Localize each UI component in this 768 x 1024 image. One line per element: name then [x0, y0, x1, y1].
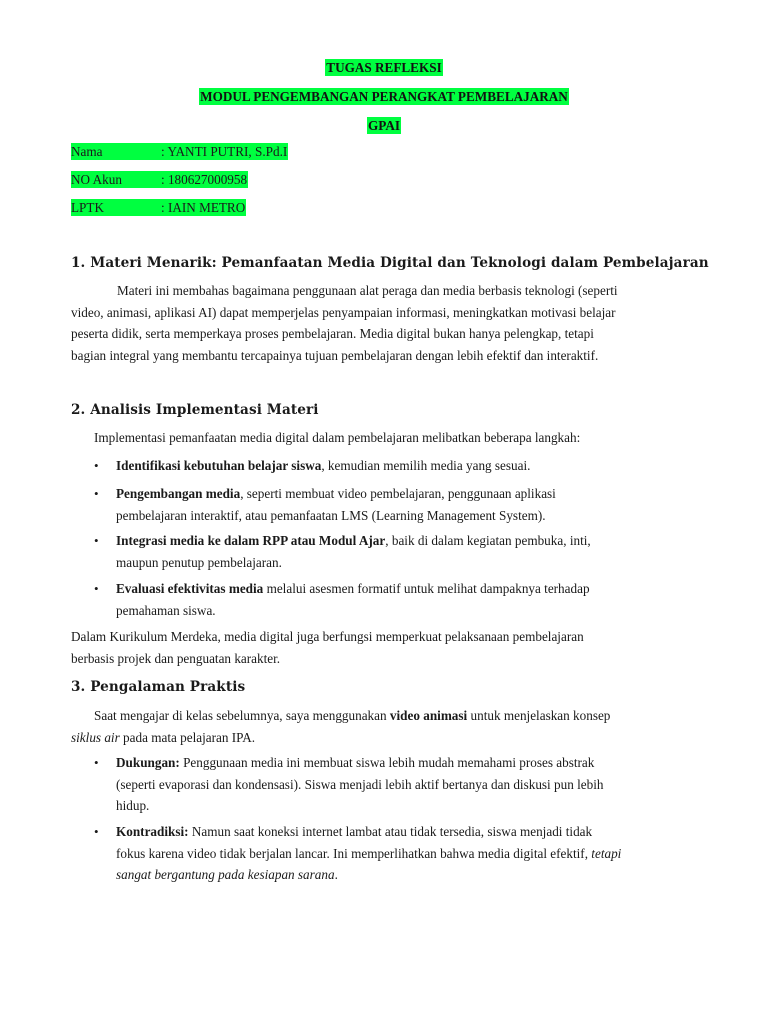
list-item [94, 483, 684, 526]
bullet-bold: Dukungan: [116, 755, 180, 770]
section-2-heading: 2. Analisis Implementasi Materi [71, 402, 319, 418]
list-item [94, 578, 684, 621]
list-item [94, 821, 684, 886]
section-3-intro [71, 705, 711, 748]
paragraph-line: video, animasi, aplikasi AI) dapat memperjelas penyampaian informasi, meningkatkan motivasi belajar [71, 304, 616, 320]
bullet-icon: • [94, 824, 99, 839]
list-item [94, 752, 684, 817]
bullet-icon: • [94, 755, 99, 770]
bullet-bold: Pengembangan media [116, 486, 241, 501]
bullet-icon: • [94, 486, 99, 501]
bullet-text: hidup. [116, 798, 150, 813]
section-1-heading: 1. Materi Menarik: Pemanfaatan Media Digital dan Teknologi dalam Pembelajaran [71, 255, 709, 271]
bullet-text: maupun penutup pembelajaran. [116, 554, 282, 570]
bullet-text: (seperti evaporasi dan kondensasi). Siswa menjadi lebih aktif bertanya dan diskusi pun lebih [116, 776, 604, 792]
intro-bold: video animasi [389, 708, 468, 723]
title-block [0, 60, 768, 147]
list-item [94, 455, 684, 477]
info-value: : YANTI PUTRI, S.Pd.I [161, 144, 288, 159]
intro-text: Saat mengajar di kelas sebelumnya, saya menggunakan [94, 708, 390, 723]
paragraph-line: peserta didik, serta memperkaya proses pembelajaran. Media digital bukan hanya pelengkap, tetapi [71, 326, 594, 341]
info-label: NO Akun [71, 171, 161, 188]
bullet-italic: sangat bergantung pada kesiapan sarana [116, 867, 335, 882]
bullet-icon: • [94, 458, 99, 473]
module-title: MODUL PENGEMBANGAN PERANGKAT PEMBELAJARAN [200, 89, 568, 104]
bullet-text: melalui asesmen formatif untuk melihat dampaknya terhadap [263, 581, 590, 596]
bullet-text: pembelajaran interaktif, atau pemanfaatan LMS (Learning Management System). [116, 507, 546, 523]
info-label: Nama [71, 143, 161, 160]
bullet-bold: Identifikasi kebutuhan belajar siswa [116, 458, 322, 473]
bullet-text: pemahaman siswa. [116, 602, 216, 618]
bullet-icon: • [94, 581, 99, 596]
intro-text: untuk menjelaskan konsep [467, 708, 611, 723]
paragraph-line: berbasis projek dan penguatan karakter. [71, 650, 281, 666]
bullet-icon: • [94, 533, 99, 548]
bullet-bold: Evaluasi efektivitas media [116, 581, 264, 596]
subject-title: GPAI [368, 118, 400, 133]
info-row-name [71, 143, 288, 171]
bullet-text: , kemudian memilih media yang sesuai. [321, 458, 531, 473]
list-item [94, 530, 684, 573]
paragraph-line: Dalam Kurikulum Merdeka, media digital juga berfungsi memperkuat pelaksanaan pembelajaran [71, 629, 584, 644]
section-3-heading: 3. Pengalaman Praktis [71, 679, 246, 695]
section-2-closing [71, 626, 711, 669]
bullet-text: fokus karena video tidak berjalan lancar. Ini memperlihatkan bahwa media digital efektif, [116, 845, 592, 861]
intro-text: pada mata pelajaran IPA. [119, 729, 256, 745]
info-label: LPTK [71, 199, 161, 216]
identity-info [71, 143, 288, 227]
bullet-text: . [334, 867, 338, 882]
info-value: : 180627000958 [161, 172, 248, 187]
intro-italic: siklus air [71, 729, 120, 745]
info-row-account [71, 171, 288, 199]
bullet-bold: Integrasi media ke dalam RPP atau Modul Ajar [116, 533, 386, 548]
info-row-lptk [71, 199, 288, 227]
section-1-paragraph [71, 280, 711, 366]
bullet-italic: tetapi [591, 845, 622, 861]
bullet-bold: Kontradiksi: [116, 824, 189, 839]
bullet-text: Penggunaan media ini membuat siswa lebih mudah memahami proses abstrak [179, 755, 595, 770]
section-2-intro: Implementasi pemanfaatan media digital dalam pembelajaran melibatkan beberapa langkah: [94, 430, 581, 445]
paragraph-line: bagian integral yang membantu tercapainya tujuan pembelajaran dengan lebih efektif dan interaktif. [71, 347, 599, 363]
document-title: TUGAS REFLEKSI [326, 60, 442, 75]
bullet-text: , seperti membuat video pembelajaran, penggunaan aplikasi [240, 486, 556, 501]
info-value: : IAIN METRO [161, 200, 246, 215]
paragraph-line: Materi ini membahas bagaimana penggunaan alat peraga dan media berbasis teknologi (seperti [117, 283, 618, 298]
bullet-text: , baik di dalam kegiatan pembuka, inti, [385, 533, 591, 548]
bullet-text: Namun saat koneksi internet lambat atau tidak tersedia, siswa menjadi tidak [188, 824, 593, 839]
